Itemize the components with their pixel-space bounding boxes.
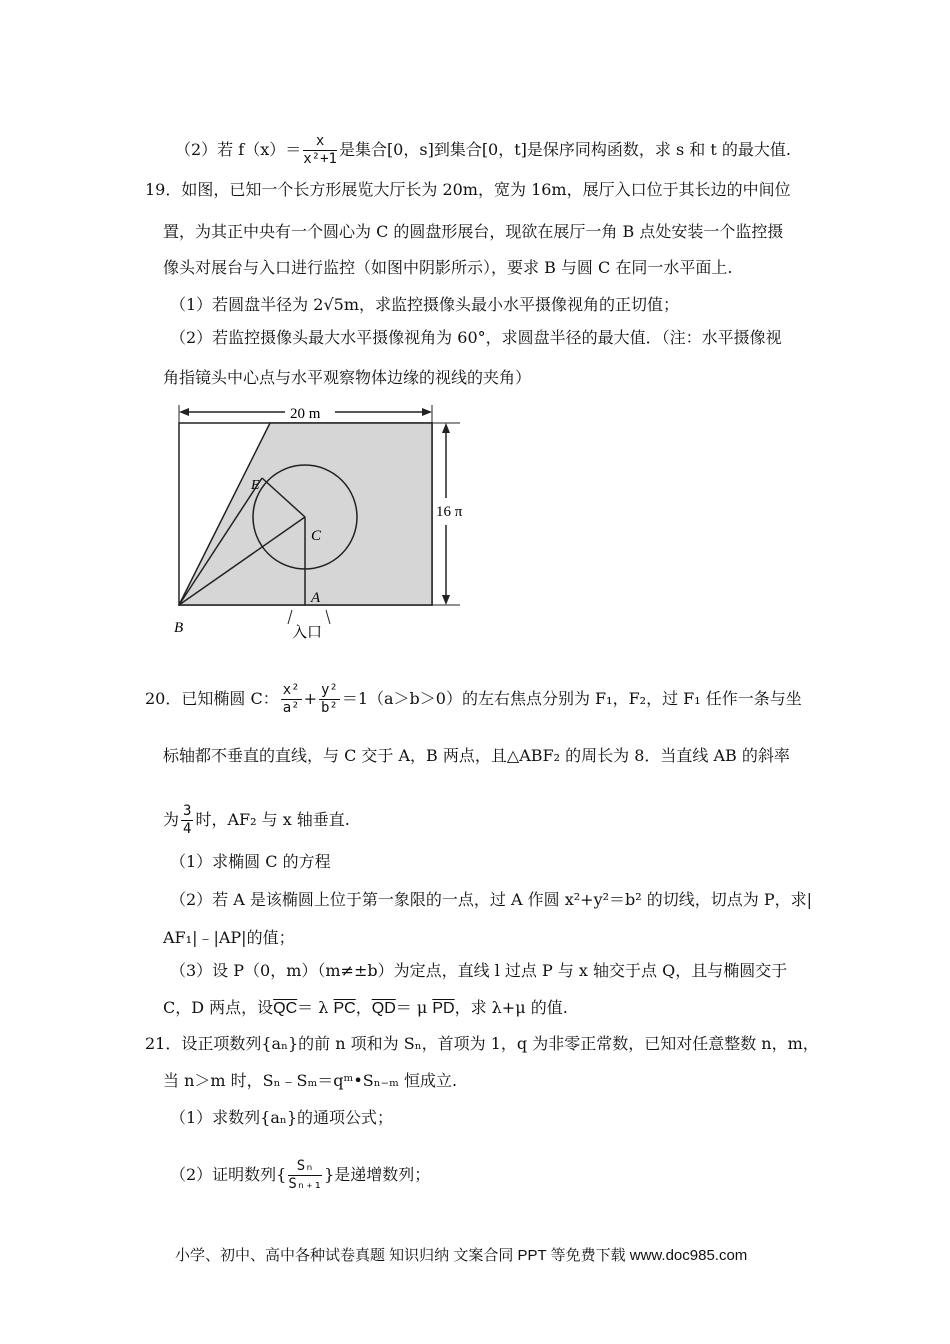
denominator: a² [282,700,300,716]
vector-qc: $\overline{QC}$ [273,1000,298,1017]
text: （2）若 f（x）＝ [175,140,302,159]
fraction [181,803,193,838]
vector-qd: $\overline{QD}$ [371,1000,396,1017]
q20-sub1: （1）求椭圆 C 的方程 [170,852,331,871]
vector-pd: $\overline{PD}$ [432,1000,455,1017]
numerator: y² [320,682,338,698]
q19-sub1: （1）若圆盘半径为 2√5m，求监控摄像头最小水平摄像视角的正切值； [170,295,679,314]
denominator: x²+1 [303,151,337,167]
q21-line1: 21．设正项数列{aₙ}的前 n 项和为 Sₙ，首项为 1，q 为非零正常数，已知对任意整数 n，m， [145,1034,819,1053]
q20-line2: 标轴都不垂直的直线，与 C 交于 A，B 两点，且△ABF₂ 的周长为 8．当直线 AB 的斜率 [163,746,790,765]
label-b: B [174,620,184,636]
numerator: Sₙ [288,1158,322,1176]
text: ＝1（a＞b＞0）的左右焦点分别为 F₁，F₂，过 F₁ 任作一条与坐 [341,689,802,708]
fraction [281,682,302,717]
text: }是递增数列； [324,1165,431,1184]
q20-sub3b [163,998,568,1019]
q19-line: 像头对展台与入口进行监控（如图中阴影所示），要求 B 与圆 C 在同一水平面上. [163,258,733,277]
text: ＝ μ [395,998,428,1017]
q20-sub2: （2）若 A 是该椭圆上位于第一象限的一点，过 A 作圆 x²+y²＝b² 的切线，切点为 P，求| [170,890,813,909]
q19-sub2: 角指镜头中心点与水平观察物体边缘的视线的夹角） [163,368,532,387]
q20-line1: 20．已知椭圆 C： $\frac{\text{x²}}{\text{a²}}$ + $\frac{\text{y²}}{\text{b²}}$ ＝1（a＞b＞0）的左右焦点分别为 F₁，F₂，过 F₁ 任作一条与坐 [145,682,802,716]
q18-part2 [175,133,791,168]
label-e: E [251,478,260,493]
q20-sub3: （3）设 P（0，m）（m≠±b）为定点，直线 l 过点 P 与 x 轴交于点 Q，且与椭圆交于 [170,961,788,980]
q19-line: 19．如图，已知一个长方形展览大厅长为 20m，宽为 16m，展厅入口位于其长边的中间位 [145,180,791,199]
fraction [303,133,337,168]
denominator: Sₙ₊₁ [288,1176,323,1192]
entrance-label: 入口 [292,625,323,641]
q20-sub2: AF₁|﹣|AP|的值； [163,928,295,947]
width-label: 20 m [290,406,321,422]
label-c: C [311,528,322,544]
denominator: 4 [183,821,192,837]
exhibition-hall-figure [0,395,500,645]
text: ， [355,998,372,1017]
text: ＝ λ [297,998,329,1017]
fraction [319,682,340,717]
text: 为 [163,810,180,829]
text: （2）证明数列{ [170,1165,287,1184]
q21-sub2 [170,1158,430,1193]
q21-sub1: （1）求数列{aₙ}的通项公式； [170,1108,394,1127]
q19-sub2: （2）若监控摄像头最大水平摄像视角为 60°，求圆盘半径的最大值．（注：水平摄像视 [170,328,782,347]
numerator: 3 [183,803,192,819]
fraction [288,1158,322,1193]
text: 时，AF₂ 与 x 轴垂直. [195,810,350,829]
vector-pc: $\overline{PC}$ [333,1000,356,1017]
q21-line2: 当 n＞m 时，Sₙ﹣Sₘ＝qᵐ•Sₙ₋ₘ 恒成立. [163,1071,458,1090]
numerator: x [303,133,337,151]
denominator: b² [320,700,338,716]
text: 20．已知椭圆 C： [145,689,279,708]
text: ，求 λ+μ 的值. [454,998,568,1017]
footer: 小学、初中、高中各种试卷真题 知识归纳 文案合同 PPT 等免费下载 www.doc985.com [175,1247,748,1264]
height-label: 16 π [436,504,463,520]
label-a: A [311,590,321,606]
q19-line: 置，为其正中央有一个圆心为 C 的圆盘形展台，现欲在展厅一角 B 点处安装一个监控摄 [163,222,784,241]
q20-line3 [163,803,350,838]
numerator: x² [282,682,300,698]
text: 是集合[0，s]到集合[0，t]是保序同构函数，求 s 和 t 的最大值. [338,140,791,159]
text: C，D 两点，设 [163,998,274,1017]
